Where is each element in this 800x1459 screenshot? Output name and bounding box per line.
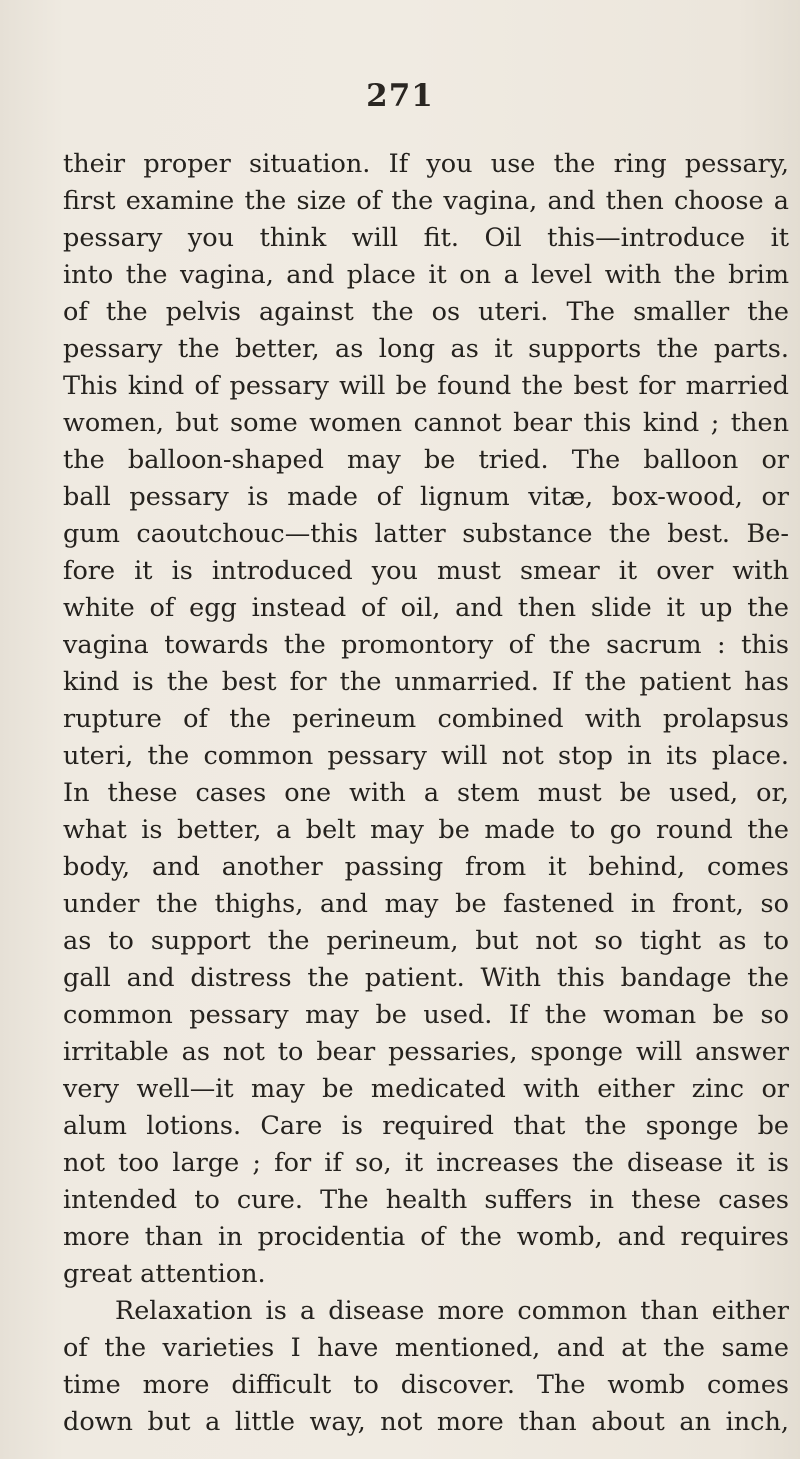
text-line: pessary the better, as long as it supports the parts.	[63, 334, 789, 364]
text-line: time more difficult to discover. The womb comes	[63, 1370, 789, 1400]
text-line: first examine the size of the vagina, and then choose a	[63, 186, 789, 216]
text-line: irritable as not to bear pessaries, sponge will answer	[63, 1037, 789, 1067]
text-line: pessary you think will fit. Oil this—introduce it	[63, 223, 789, 253]
text-line: ball pessary is made of lignum vitæ, box-wood, or	[63, 482, 789, 512]
text-line: uteri, the common pessary will not stop in its place.	[63, 741, 789, 771]
text-line: their proper situation. If you use the ring pessary,	[63, 149, 789, 179]
text-line: gall and distress the patient. With this bandage the	[63, 963, 789, 993]
text-line: women, but some women cannot bear this kind ; then	[63, 408, 789, 438]
body-text	[63, 146, 789, 1441]
text-line: white of egg instead of oil, and then slide it up the	[63, 593, 789, 623]
text-line: the balloon-shaped may be tried. The balloon or	[63, 445, 789, 475]
text-line: This kind of pessary will be found the best for married	[63, 371, 789, 401]
text-line: alum lotions. Care is required that the sponge be	[63, 1111, 789, 1141]
paragraph-start-line: Relaxation is a disease more common than either	[115, 1296, 789, 1326]
text-line: down but a little way, not more than about an inch,	[63, 1407, 789, 1437]
text-line: body, and another passing from it behind, comes	[63, 852, 789, 882]
text-line: kind is the best for the unmarried. If the patient has	[63, 667, 789, 697]
text-line: of the pelvis against the os uteri. The smaller the	[63, 297, 789, 327]
text-line: not too large ; for if so, it increases the disease it is	[63, 1148, 789, 1178]
text-line: gum caoutchouc—this latter substance the best. Be-	[63, 519, 789, 549]
text-line: very well—it may be medicated with either zinc or	[63, 1074, 789, 1104]
text-line: intended to cure. The health suffers in these cases	[63, 1185, 789, 1215]
text-line: fore it is introduced you must smear it over with	[63, 556, 789, 586]
text-line: more than in procidentia of the womb, and requires	[63, 1222, 789, 1252]
text-line: vagina towards the promontory of the sacrum : this	[63, 630, 789, 660]
text-line: under the thighs, and may be fastened in front, so	[63, 889, 789, 919]
text-line: In these cases one with a stem must be used, or,	[63, 778, 789, 808]
page-number: 271	[366, 78, 434, 114]
text-line: of the varieties I have mentioned, and at the same	[63, 1333, 789, 1363]
text-line: rupture of the perineum combined with prolapsus	[63, 704, 789, 734]
text-line: what is better, a belt may be made to go round the	[63, 815, 789, 845]
text-line: into the vagina, and place it on a level with the brim	[63, 260, 789, 290]
text-line: great attention.	[63, 1259, 266, 1289]
text-line: common pessary may be used. If the woman be so	[63, 1000, 789, 1030]
text-line: as to support the perineum, but not so tight as to	[63, 926, 789, 956]
